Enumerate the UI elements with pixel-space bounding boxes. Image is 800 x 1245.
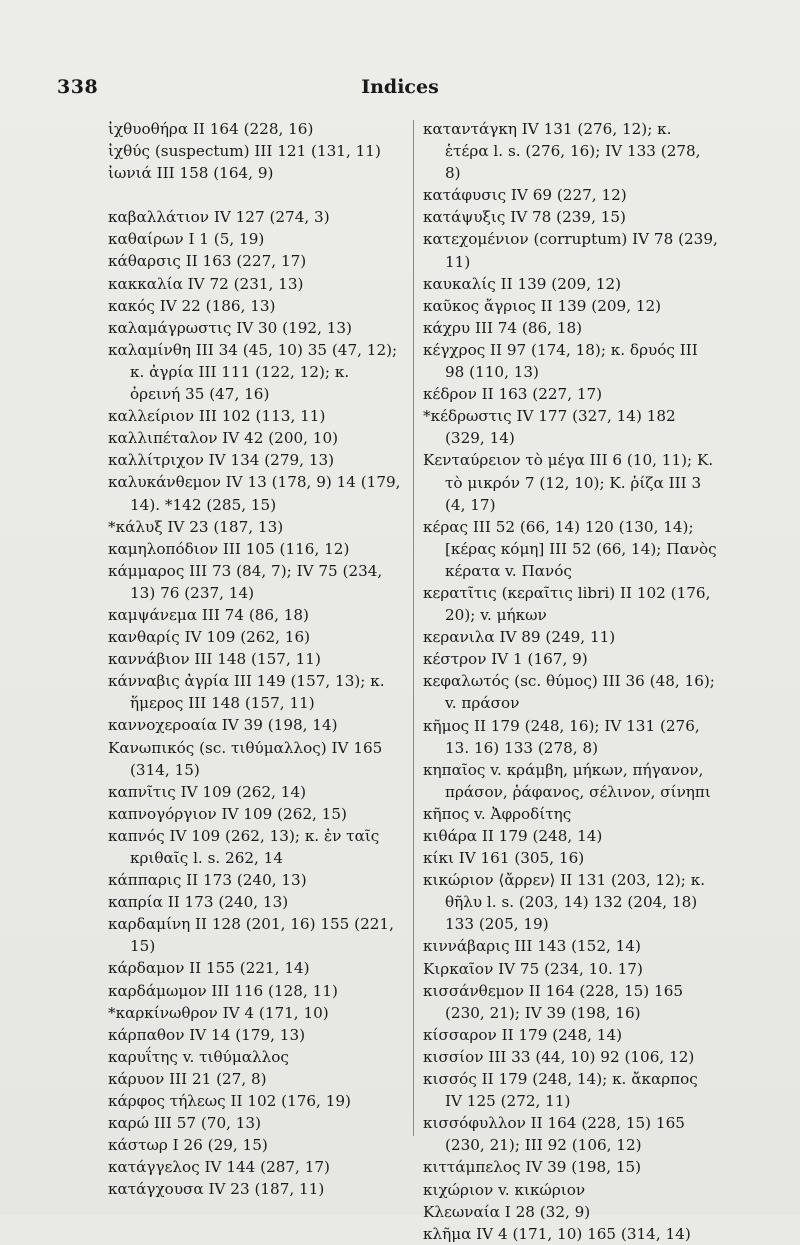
index-entry: κῆπος v. Ἀφροδίτης xyxy=(423,804,572,823)
index-entry: κεφαλωτός (sc. θύμος) III 36 (48, 16); v. πράσον xyxy=(423,672,715,713)
index-entry: κιττάμπελος IV 39 (198, 15) xyxy=(423,1158,642,1177)
index-entry: καμψάνεμα III 74 (86, 18) xyxy=(108,605,309,624)
index-entry: καλλείριον III 102 (113, 11) xyxy=(108,407,326,426)
index-entry: κισσόφυλλον II 164 (228, 15) 165 (230, 21); III 92 (106, 12) xyxy=(423,1114,685,1155)
index-entry: κέγχρος II 97 (174, 18); κ. δρυός III 98 (110, 13) xyxy=(423,340,698,382)
index-entry: καννοχεροαία IV 39 (198, 14) xyxy=(108,716,338,735)
index-entry: κατάγχουσα IV 23 (187, 11) xyxy=(108,1180,325,1199)
index-entry: κάστωρ I 26 (29, 15) xyxy=(108,1136,268,1155)
index-entry: κλῆμα IV 4 (171, 10) 165 (314, 14) xyxy=(423,1224,691,1243)
index-entry: κάρυον III 21 (27, 8) xyxy=(108,1069,267,1088)
index-entry: κέδρον II 163 (227, 17) xyxy=(423,385,603,404)
index-entry: κάχρυ III 74 (86, 18) xyxy=(423,318,583,337)
index-entry: καλλίτριχον IV 134 (279, 13) xyxy=(108,451,335,470)
index-entry: ἰωνιά III 158 (164, 9) xyxy=(108,164,274,183)
index-entry: κατάφυσις IV 69 (227, 12) xyxy=(423,186,627,205)
index-entry: κέρας III 52 (66, 14) 120 (130, 14); [κέρας κόμη] III 52 (66, 14); Πανὸς κέρατα v. Πανός xyxy=(423,517,717,580)
column-divider xyxy=(413,120,414,1136)
index-entry: καννάβιον III 148 (157, 11) xyxy=(108,650,321,669)
index-entry: *κέδρωστις IV 177 (327, 14) 182 (329, 14) xyxy=(423,407,676,448)
index-entry: κατεχομένιον (corruptum) IV 78 (239, 11) xyxy=(423,230,718,271)
index-entry: κάνναβις ἀγρία III 149 (157, 13); κ. ἥμερος III 148 (157, 11) xyxy=(108,672,385,713)
index-entry: καπνογόργιον IV 109 (262, 15) xyxy=(108,804,347,823)
index-entry: καπνός IV 109 (262, 13); κ. ἐν ταῖς κριθαῖς l. s. 262, 14 xyxy=(108,826,380,867)
index-entry: κιθάρα II 179 (248, 14) xyxy=(423,827,603,845)
index-entry: κέστρον IV 1 (167, 9) xyxy=(423,650,588,669)
index-entry: κάμμαρος III 73 (84, 7); IV 75 (234, 13) 76 (237, 14) xyxy=(108,561,383,602)
index-entry: καταντάγκη IV 131 (276, 12); κ. ἑτέρα l. s. (276, 16); IV 133 (278, 8) xyxy=(423,120,701,183)
index-entry: κιννάβαρις III 143 (152, 14) xyxy=(423,937,641,956)
index-entry: καρώ III 57 (70, 13) xyxy=(108,1114,262,1133)
index-entry: κανθαρίς IV 109 (262, 16) xyxy=(108,628,311,647)
index-entry: καλαμίνθη III 34 (45, 10) 35 (47, 12); κ. ἀγρία III 111 (122, 12); κ. ὀρεινή 35 (47, 16) xyxy=(108,340,398,404)
index-entry: κισσίον III 33 (44, 10) 92 (106, 12) xyxy=(423,1047,695,1066)
index-entry: καθαίρων I 1 (5, 19) xyxy=(108,230,265,249)
index-entry: καρδαμίνη II 128 (201, 16) 155 (221, 15) xyxy=(108,915,394,956)
entry-spacer xyxy=(108,184,404,206)
running-title: Indices xyxy=(361,76,439,98)
index-entry: κίσσαρον II 179 (248, 14) xyxy=(423,1025,623,1044)
index-entry: καπρία II 173 (240, 13) xyxy=(108,893,289,912)
index-entry: κερανιλα IV 89 (249, 11) xyxy=(423,628,616,647)
index-entry: κάρπαθον IV 14 (179, 13) xyxy=(108,1025,306,1044)
index-entry: Κιρκαῖον IV 75 (234, 10. 17) xyxy=(423,959,643,978)
index-entry: κάρδαμον II 155 (221, 14) xyxy=(108,959,310,978)
index-entry: κάρφος τήλεως II 102 (176, 19) xyxy=(108,1092,351,1111)
index-entry: Κενταύρειον τὸ μέγα III 6 (10, 11); Κ. τὸ μικρόν 7 (12, 10); Κ. ῥίζα III 3 (4, 17) xyxy=(423,451,714,514)
index-entry: ἰχθύς (suspectum) III 121 (131, 11) xyxy=(108,142,381,161)
index-entry: κατάγγελος IV 144 (287, 17) xyxy=(108,1158,330,1177)
index-entry: κιχώριον v. κικώριον xyxy=(423,1180,586,1199)
index-entry: κῆμος II 179 (248, 16); IV 131 (276, 13. 16) 133 (278, 8) xyxy=(423,716,700,757)
index-entry: καυκαλίς II 139 (209, 12) xyxy=(423,274,622,293)
index-entry: κακός IV 22 (186, 13) xyxy=(108,296,276,315)
index-entry: καλλιπέταλον IV 42 (200, 10) xyxy=(108,429,339,448)
index-entry: καρυΐτης v. τιθύμαλλος xyxy=(108,1047,289,1066)
index-entry: κικώριον ⟨ἄρρεν⟩ II 131 (203, 12); κ. θῆλυ l. s. (203, 14) 132 (204, 18) 133 (205, 19) xyxy=(423,871,706,934)
index-entry: καβαλλάτιον IV 127 (274, 3) xyxy=(108,208,330,227)
index-entry: κάθαρσις II 163 (227, 17) xyxy=(108,252,307,271)
index-entry: καμηλοπόδιον III 105 (116, 12) xyxy=(108,539,350,558)
index-entry: καπνῖτις IV 109 (262, 14) xyxy=(108,782,307,801)
index-entry: καρδάμωμον III 116 (128, 11) xyxy=(108,981,338,1000)
index-entry: Κλεωναία I 28 (32, 9) xyxy=(423,1202,591,1221)
index-entry: κατάψυξις IV 78 (239, 15) xyxy=(423,208,626,227)
index-column-left xyxy=(108,118,404,1201)
index-entry: *καρκίνωθρον IV 4 (171, 10) xyxy=(108,1003,329,1022)
index-entry: ἰχθυοθήρα II 164 (228, 16) xyxy=(108,120,314,138)
running-head xyxy=(0,76,800,106)
index-column-right xyxy=(423,118,719,1245)
index-entry: κερατῖτις (κεραῖτις libri) II 102 (176, 20); v. μήκων xyxy=(423,583,711,625)
index-entry: κισσάνθεμον II 164 (228, 15) 165 (230, 21); IV 39 (198, 16) xyxy=(423,981,684,1022)
index-entry: καῦκος ἄγριος II 139 (209, 12) xyxy=(423,296,662,315)
index-entry: κηπαῖος v. κράμβη, μήκων, πήγανον, πράσον, ῥάφανος, σέλινον, σίνηπι xyxy=(423,760,711,801)
index-entry: καλυκάνθεμον IV 13 (178, 9) 14 (179, 14). *142 (285, 15) xyxy=(108,473,401,514)
index-entry: *κάλυξ IV 23 (187, 13) xyxy=(108,517,284,536)
index-entry: κισσός II 179 (248, 14); κ. ἄκαρπος IV 125 (272, 11) xyxy=(423,1070,698,1111)
index-entry: κακκαλία IV 72 (231, 13) xyxy=(108,274,304,293)
index-entry: κάππαρις II 173 (240, 13) xyxy=(108,871,307,890)
page-number: 338 xyxy=(57,76,99,98)
index-entry: Κανωπικός (sc. τιθύμαλλος) IV 165 (314, 15) xyxy=(108,738,383,779)
index-entry: κίκι IV 161 (305, 16) xyxy=(423,849,585,868)
index-entry: καλαμάγρωστις IV 30 (192, 13) xyxy=(108,318,352,337)
